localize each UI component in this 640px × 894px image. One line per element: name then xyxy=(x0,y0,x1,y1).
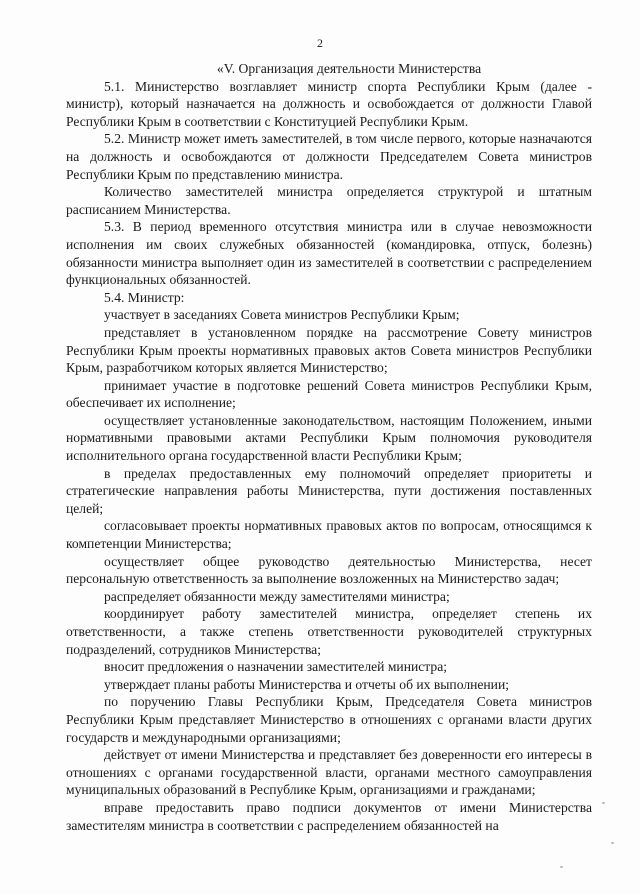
scan-speck xyxy=(611,842,614,844)
paragraph-duty-9: координирует работу заместителей министра, определяет степень их ответственности, а также степень ответственности руководителей структурных подразделений, сотрудников Министерства; xyxy=(66,606,592,657)
scan-speck xyxy=(560,866,563,868)
paragraph-duty-14: вправе предоставить право подписи документов от имени Министерства заместителям министра в соответствии с распределением обязанностей на xyxy=(66,799,592,833)
paragraph-duty-11: утверждает планы работы Министерства и отчеты об их выполнении; xyxy=(104,676,510,692)
paragraph-5-3: 5.3. В период временного отсутствия министра или в случае невозможности исполнения им своих служебных обязанностей (командировка, отпуск, болезнь) обязанности министра выполняет один из заместителей в соответствии с распределением функциональных обязанностей. xyxy=(66,219,592,288)
scan-speck xyxy=(602,802,605,804)
paragraph-duty-13: действует от имени Министерства и представляет без доверенности его интересы в отношениях с органами государственной власти, органами местного самоуправления муниципальных образований в Республике Крым, организациями и гражданами; xyxy=(66,747,592,798)
page-number: 2 xyxy=(317,36,323,50)
document-body xyxy=(66,60,592,834)
paragraph-5-4: 5.4. Министр: xyxy=(104,289,185,305)
paragraph-duty-7: осуществляет общее руководство деятельностью Министерства, несет персональную ответственность за выполнение возложенных на Министерство задач; xyxy=(66,553,592,587)
paragraph-duty-5: в пределах предоставленных ему полномочий определяет приоритеты и стратегические направления работы Министерства, пути достижения поставленных целей; xyxy=(66,465,592,516)
paragraph-duty-10: вносит предложения о назначении заместителей министра; xyxy=(104,659,448,675)
paragraph-duty-6: согласовывает проекты нормативных правовых актов по вопросам, относящимся к компетенции Министерства; xyxy=(66,518,592,552)
section-heading: «V. Организация деятельности Министерства xyxy=(216,61,482,76)
paragraph-deputies-count: Количество заместителей министра определяется структурой и штатным расписанием Министерства. xyxy=(66,184,592,217)
paragraph-duty-3: принимает участие в подготовке решений Совета министров Республики Крым, обеспечивает их исполнение; xyxy=(66,377,592,411)
paragraph-5-1: 5.1. Министерство возглавляет министр спорта Республики Крым (далее - министр), который назначается на должность и освобождается от должности Главой Республики Крым в соответствии с Конституцией Республики Крым. xyxy=(66,78,592,129)
paragraph-duty-2: представляет в установленном порядке на рассмотрение Совету министров Республики Крым проекты нормативных правовых актов Совета министров Республики Крым, разработчиком которых является Министерство; xyxy=(66,324,592,376)
paragraph-duty-1: участвует в заседаниях Совета министров Республики Крым; xyxy=(104,307,460,323)
paragraph-duty-12: по поручению Главы Республики Крым, Председателя Совета министров Республики Крым представляет Министерство в отношениях с органами власти других государств и международными организациями; xyxy=(66,694,592,745)
paragraph-duty-4: осуществляет установленные законодательством, настоящим Положением, иными нормативными правовыми актами Республики Крым полномочия руководителя исполнительного органа государственной власти Республики Крым; xyxy=(66,412,592,464)
paragraph-5-2: 5.2. Министр может иметь заместителей, в том числе первого, которые назначаются на должность и освобождаются от должности Председателем Совета министров Республики Крым по представлению министра. xyxy=(66,131,592,182)
paragraph-duty-8: распределяет обязанности между заместителями министра; xyxy=(104,588,450,604)
